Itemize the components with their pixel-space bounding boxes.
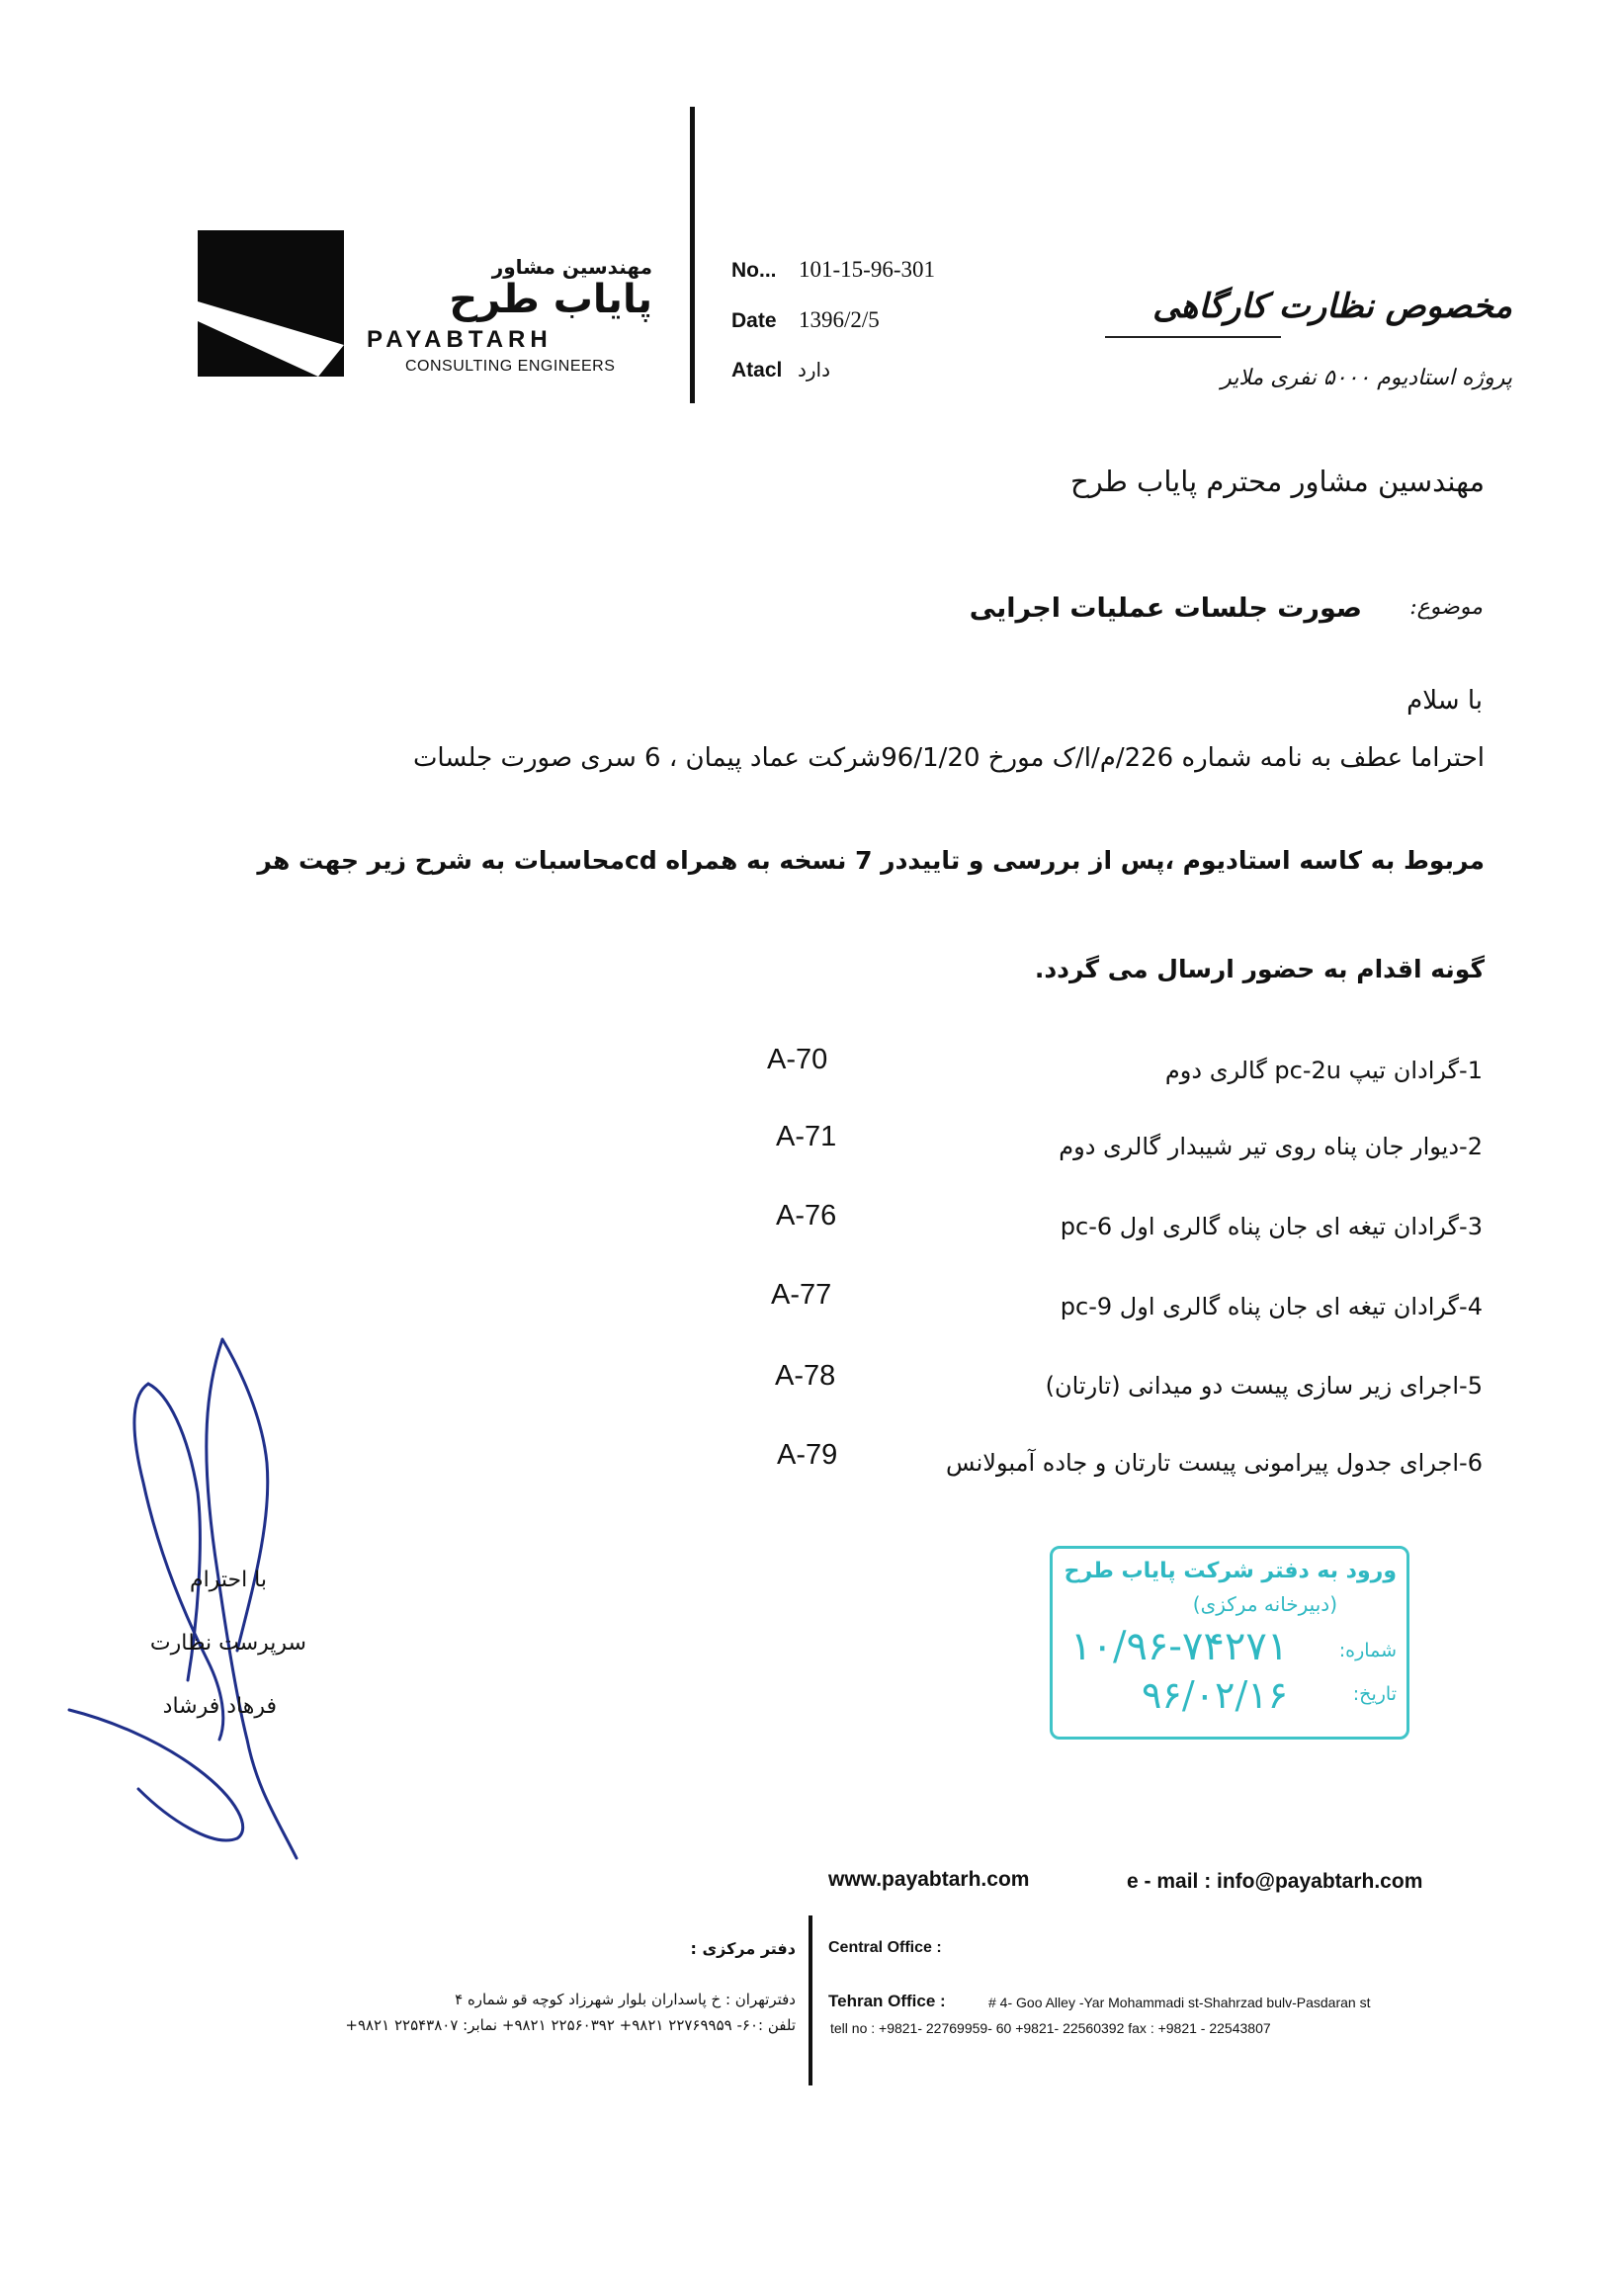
footer-tehran-phones-en: tell no : +9821- 22769959- 60 +9821- 22560392 fax : +9821 - 22543807: [830, 2020, 1271, 2036]
firm-name-fa: پایاب طرح: [449, 277, 652, 322]
list-item-4: 4-گرادان تیغه ای جان پناه گالری اول pc-9: [1060, 1293, 1483, 1320]
closing-name: فرهاد فرشاد: [162, 1694, 277, 1719]
firm-subtitle-en: CONSULTING ENGINEERS: [405, 358, 616, 375]
letterhead-divider: [690, 107, 695, 403]
footer-tehran-phones-fa: تلفن :۶۰- ۲۲۷۶۹۹۵۹ ۹۸۲۱+ ۲۲۵۶۰۳۹۲ ۹۸۲۱+ نمابر: ۲۲۵۴۳۸۰۷ ۹۸۲۱+: [345, 2016, 796, 2034]
list-item-code-6: A-79: [777, 1439, 838, 1471]
footer-central-office-en: Central Office :: [828, 1939, 942, 1956]
received-stamp: [1050, 1546, 1409, 1740]
footer-tehran-office-en: Tehran Office :: [828, 1992, 946, 2010]
logo-mark: [198, 230, 344, 377]
footer-tehran-address-en: # 4- Goo Alley -Yar Mohammadi st-Shahrzad bulv-Pasdaran st: [988, 1995, 1371, 2010]
stamp-date: ۹۶/۰۲/۱۶: [1142, 1673, 1289, 1717]
attachment-value: دارد: [797, 358, 830, 382]
subject: صورت جلسات عملیات اجرایی: [969, 593, 1362, 624]
project-name: پروژه استادیوم ۵۰۰۰ نفری ملایر: [1221, 366, 1512, 390]
letter-number-label: No...: [731, 259, 777, 282]
list-item-code-5: A-78: [775, 1360, 836, 1392]
closing-regards: با احترام: [189, 1568, 267, 1592]
footer-central-office-fa: دفتر مرکزی :: [690, 1939, 796, 1958]
list-item-2: 2-دیوار جان پناه روی تیر شیبدار گالری دوم: [1059, 1133, 1483, 1160]
list-item-code-1: A-70: [767, 1044, 828, 1075]
supervision-heading: مخصوص نظارت کارگاهی: [1152, 287, 1512, 326]
footer-tehran-address-fa: دفترتهران : خ پاسداران بلوار شهرزاد کوچه قو شماره ۴: [455, 1991, 796, 2008]
body-paragraph-3: گونه اقدام به حضور ارسال می گردد.: [1034, 955, 1485, 983]
logo-slash-icon: [198, 230, 344, 377]
list-item-5: 5-اجرای زیر سازی پیست دو میدانی (تارتان): [1045, 1372, 1483, 1400]
list-item-1: 1-گرادان تیپ pc-2u گالری دوم: [1164, 1057, 1483, 1084]
attachment-label: Atacl: [731, 359, 783, 382]
list-item-3: 3-گرادان تیغه ای جان پناه گالری اول pc-6: [1060, 1213, 1483, 1240]
list-item-code-4: A-77: [771, 1279, 832, 1311]
letter-number: 101-15-96-301: [799, 257, 935, 282]
footer-email: e - mail : info@payabtarh.com: [1127, 1870, 1423, 1893]
list-item-code-3: A-76: [776, 1200, 837, 1232]
list-item-6: 6-اجرای جدول پیرامونی پیست تارتان و جاده آمبولانس: [946, 1449, 1483, 1477]
signature-scribble: [49, 1324, 346, 1878]
heading-underline: [1105, 336, 1281, 338]
stamp-date-label: تاریخ:: [1352, 1683, 1397, 1705]
closing-title: سرپرست نظارت: [149, 1631, 306, 1656]
stamp-number: ۱۰/۹۶-۷۴۲۷۱: [1070, 1624, 1289, 1669]
footer-divider: [809, 1915, 812, 2085]
firm-name-en: PAYABTARH: [367, 326, 553, 353]
body-paragraph-2: مربوط به کاسه استادیوم ،پس از بررسی و تاییددر 7 نسخه به همراه cdمحاسبات به شرح زیر جهت هر: [257, 846, 1485, 875]
firm-name-small-fa: مهندسین مشاور: [491, 255, 652, 279]
list-item-code-2: A-71: [776, 1121, 837, 1152]
stamp-line-2: (دبیرخانه مرکزی): [1192, 1592, 1337, 1616]
letter-date: 1396/2/5: [799, 307, 880, 332]
greeting: با سلام: [1406, 686, 1483, 716]
footer-website: www.payabtarh.com: [828, 1868, 1030, 1891]
subject-label: موضوع:: [1409, 595, 1483, 620]
stamp-number-label: شماره:: [1338, 1640, 1397, 1661]
recipient: مهندسین مشاور محترم پایاب طرح: [1070, 465, 1485, 498]
body-paragraph-1: احتراما عطف به نامه شماره 226/م/ا/ک مورخ 96/1/20شرکت عماد پیمان ، 6 سری صورت جلسات: [412, 743, 1485, 773]
stamp-line-1: ورود به دفتر شرکت پایاب طرح: [1064, 1559, 1397, 1583]
date-label: Date: [731, 309, 777, 332]
